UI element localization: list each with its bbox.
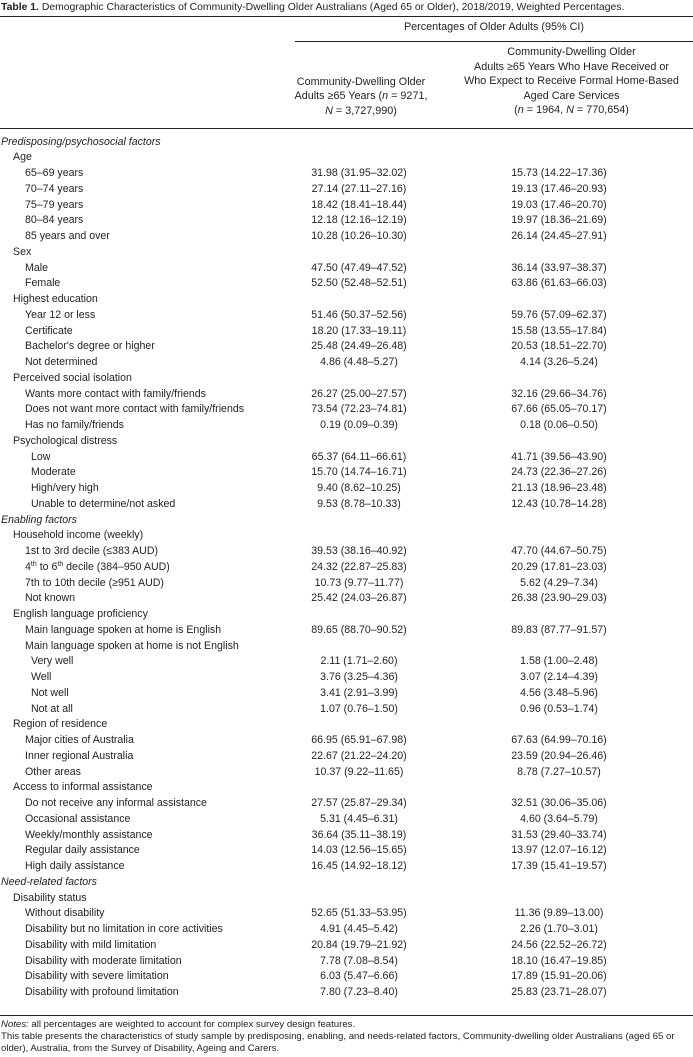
table-row xyxy=(0,985,693,1001)
cell-home-care-recipients: 18.10 (16.47–19.85) xyxy=(511,954,607,967)
cell-home-care-recipients: 23.59 (20.94–26.46) xyxy=(511,749,607,762)
cell-home-care-recipients: 59.76 (57.09–62.37) xyxy=(511,308,607,321)
cell-all-older-adults: 2.11 (1.71–2.60) xyxy=(320,655,398,668)
section-header-row xyxy=(0,513,693,529)
row-label: Regular daily assistance xyxy=(25,844,140,857)
row-label: Perceived social isolation xyxy=(13,371,132,384)
row-label: 7th to 10th decile (≥951 AUD) xyxy=(25,576,164,589)
row-label: Unable to determine/not asked xyxy=(31,497,176,510)
cell-all-older-adults: 73.54 (72.23–74.81) xyxy=(311,403,407,416)
row-label: Need-related factors xyxy=(1,875,97,888)
row-label: Other areas xyxy=(25,765,81,778)
row-label: 80–84 years xyxy=(25,214,84,227)
table-row xyxy=(0,481,693,497)
table-row xyxy=(0,387,693,403)
cell-all-older-adults: 5.31 (4.45–6.31) xyxy=(320,812,398,825)
table-row xyxy=(0,765,693,781)
header-col2-line: (n = 1964, N = 770,654) xyxy=(514,104,629,117)
row-label: Enabling factors xyxy=(1,513,77,526)
table-row xyxy=(0,261,693,277)
cell-all-older-adults: 16.45 (14.92–18.12) xyxy=(311,860,407,872)
row-label: Main language spoken at home is English xyxy=(25,623,222,636)
category-row xyxy=(0,245,693,261)
row-label: Occasional assistance xyxy=(25,812,131,825)
cell-all-older-adults: 0.19 (0.09–0.39) xyxy=(320,419,398,431)
row-label: 70–74 years xyxy=(25,182,84,195)
category-row xyxy=(0,780,693,796)
cell-home-care-recipients: 47.70 (44.67–50.75) xyxy=(511,545,607,557)
row-label: Wants more contact with family/friends xyxy=(25,387,206,400)
notes-line-3: older), Australia, from the Survey of Disability, Ageing and Carers. xyxy=(1,1043,280,1055)
cell-all-older-adults: 66.95 (65.91–67.98) xyxy=(311,734,407,746)
cell-home-care-recipients: 41.71 (39.56–43.90) xyxy=(511,450,607,463)
cell-home-care-recipients: 21.13 (18.96–23.48) xyxy=(511,482,607,494)
row-label: Bachelor's degree or higher xyxy=(25,340,155,353)
cell-all-older-adults: 24.32 (22.87–25.83) xyxy=(311,560,407,573)
row-label: Household income (weekly) xyxy=(13,529,144,542)
table-notes xyxy=(1,1019,693,1056)
row-label: 1st to 3rd decile (≤383 AUD) xyxy=(25,545,159,557)
table-row xyxy=(0,906,693,922)
row-label: Weekly/monthly assistance xyxy=(25,828,153,841)
cell-home-care-recipients: 25.83 (23.71–28.07) xyxy=(511,986,607,998)
cell-home-care-recipients: 4.60 (3.64–5.79) xyxy=(520,812,598,825)
cell-home-care-recipients: 19.97 (18.36–21.69) xyxy=(511,214,607,227)
spanner-rule xyxy=(295,41,693,42)
cell-home-care-recipients: 8.78 (7.27–10.57) xyxy=(517,765,601,778)
cell-all-older-adults: 9.40 (8.62–10.25) xyxy=(317,482,401,494)
cell-all-older-adults: 25.42 (24.03–26.87) xyxy=(311,592,407,605)
cell-home-care-recipients: 32.51 (30.06–35.06) xyxy=(511,797,607,809)
cell-all-older-adults: 22.67 (21.22–24.20) xyxy=(311,749,407,762)
cell-home-care-recipients: 20.53 (18.51–22.70) xyxy=(511,340,607,353)
cell-all-older-adults: 10.73 (9.77–11.77) xyxy=(314,576,404,589)
table-row xyxy=(0,843,693,859)
row-label: Psychological distress xyxy=(13,434,118,447)
table-row xyxy=(0,686,693,702)
cell-home-care-recipients: 17.39 (15.41–19.57) xyxy=(511,860,607,872)
table-row xyxy=(0,213,693,229)
cell-home-care-recipients: 2.26 (1.70–3.01) xyxy=(520,923,598,935)
row-label: Low xyxy=(31,450,51,463)
cell-all-older-adults: 7.78 (7.08–8.54) xyxy=(320,954,398,967)
row-label: Disability with severe limitation xyxy=(25,970,169,983)
table-row xyxy=(0,576,693,592)
notes-line-2: This table presents the characteristics of study sample by predisposing, enabling, and needs-related factors, Community-dwelling older Australians (aged 65 or xyxy=(1,1031,675,1043)
row-label: Disability with profound limitation xyxy=(25,986,179,998)
category-row xyxy=(0,891,693,907)
cell-home-care-recipients: 67.66 (65.05–70.17) xyxy=(511,403,607,416)
table-body xyxy=(0,135,693,1001)
row-label: Region of residence xyxy=(13,718,108,731)
cell-all-older-adults: 18.20 (17.33–19.11) xyxy=(311,324,407,337)
category-row xyxy=(0,434,693,450)
cell-home-care-recipients: 24.56 (22.52–26.72) xyxy=(511,938,607,951)
table-row xyxy=(0,654,693,670)
table-row xyxy=(0,639,693,655)
category-row xyxy=(0,607,693,623)
cell-all-older-adults: 10.28 (10.26–10.30) xyxy=(311,230,407,242)
table-row xyxy=(0,198,693,214)
table-row xyxy=(0,402,693,418)
header-spanner: Percentages of Older Adults (95% CI) xyxy=(403,21,585,33)
cell-all-older-adults: 3.41 (2.91–3.99) xyxy=(320,686,398,699)
cell-home-care-recipients: 4.56 (3.48–5.96) xyxy=(520,686,598,699)
header-col1 xyxy=(285,75,437,119)
notes-line-1: all percentages are weighted to account for complex survey design features. xyxy=(31,1019,356,1030)
cell-all-older-adults: 36.64 (35.11–38.19) xyxy=(311,828,407,841)
cell-all-older-adults: 27.14 (27.11–27.16) xyxy=(311,182,407,195)
row-label: Access to informal assistance xyxy=(13,781,153,794)
table-row xyxy=(0,229,693,245)
table-caption-text: Demographic Characteristics of Community-Dwelling Older Australians (Aged 65 or Older), 2018/2019, Weighted Percentages. xyxy=(41,2,625,13)
row-label: Major cities of Australia xyxy=(25,734,134,746)
cell-all-older-adults: 9.53 (8.78–10.33) xyxy=(317,497,401,510)
table-row xyxy=(0,749,693,765)
section-header-row xyxy=(0,875,693,891)
cell-home-care-recipients: 63.86 (61.63–66.03) xyxy=(511,277,607,290)
cell-home-care-recipients: 19.03 (17.46–20.70) xyxy=(511,198,607,211)
cell-all-older-adults: 14.03 (12.56–15.65) xyxy=(311,844,407,857)
cell-home-care-recipients: 31.53 (29.40–33.74) xyxy=(511,828,607,841)
row-label: Disability with moderate limitation xyxy=(25,954,182,967)
header-col2-line: Aged Care Services xyxy=(523,89,620,102)
table-row xyxy=(0,623,693,639)
row-label: English language proficiency xyxy=(13,608,148,620)
row-label: Disability but no limitation in core activities xyxy=(25,923,223,935)
table-row xyxy=(0,166,693,182)
table-row xyxy=(0,591,693,607)
cell-all-older-adults: 52.50 (52.48–52.51) xyxy=(311,277,407,290)
cell-all-older-adults: 4.91 (4.45–5.42) xyxy=(320,923,398,935)
row-label: Inner regional Australia xyxy=(25,749,134,762)
cell-all-older-adults: 26.27 (25.00–27.57) xyxy=(311,387,407,400)
table-caption xyxy=(1,1,693,14)
table-row xyxy=(0,497,693,513)
cell-home-care-recipients: 1.58 (1.00–2.48) xyxy=(520,655,598,668)
table-row xyxy=(0,954,693,970)
row-label: Age xyxy=(13,151,32,164)
header-col1-line: Community-Dwelling Older xyxy=(296,75,426,88)
cell-all-older-adults: 7.80 (7.23–8.40) xyxy=(320,986,398,998)
row-label: Not well xyxy=(31,686,69,699)
row-label: Disability status xyxy=(13,891,87,904)
header-col1-line: N = 3,727,990) xyxy=(325,104,397,117)
row-label: Very well xyxy=(31,655,74,668)
row-label: Male xyxy=(25,261,48,274)
header-col1-line: Adults ≥65 Years (n = 9271, xyxy=(294,90,428,103)
cell-all-older-adults: 20.84 (19.79–21.92) xyxy=(311,938,407,951)
cell-all-older-adults: 65.37 (64.11–66.61) xyxy=(311,450,407,463)
cell-all-older-adults: 89.65 (88.70–90.52) xyxy=(311,623,407,636)
cell-all-older-adults: 18.42 (18.41–18.44) xyxy=(311,198,407,211)
cell-all-older-adults: 4.86 (4.48–5.27) xyxy=(320,356,398,368)
cell-home-care-recipients: 26.38 (23.90–29.03) xyxy=(511,592,607,605)
row-label: Does not want more contact with family/friends xyxy=(25,403,245,416)
cell-home-care-recipients: 24.73 (22.36–27.26) xyxy=(511,466,607,479)
cell-home-care-recipients: 0.18 (0.06–0.50) xyxy=(520,419,598,431)
table-row xyxy=(0,465,693,481)
row-label: Do not receive any informal assistance xyxy=(25,797,207,809)
cell-all-older-adults: 27.57 (25.87–29.34) xyxy=(311,797,407,809)
cell-home-care-recipients: 12.43 (10.78–14.28) xyxy=(511,497,607,510)
row-label: Female xyxy=(25,277,61,290)
table-row xyxy=(0,339,693,355)
category-row xyxy=(0,528,693,544)
row-label: 85 years and over xyxy=(25,230,110,242)
cell-home-care-recipients: 5.62 (4.29–7.34) xyxy=(520,576,598,589)
row-label: 65–69 years xyxy=(25,167,84,179)
row-label: Certificate xyxy=(25,324,73,337)
cell-home-care-recipients: 0.96 (0.53–1.74) xyxy=(520,702,598,715)
header-rule xyxy=(0,128,693,129)
table-row xyxy=(0,796,693,812)
cell-home-care-recipients: 36.14 (33.97–38.37) xyxy=(511,261,607,274)
notes-label: Notes: xyxy=(1,1019,29,1030)
table-row xyxy=(0,969,693,985)
table-row xyxy=(0,450,693,466)
category-row xyxy=(0,371,693,387)
cell-home-care-recipients: 15.58 (13.55–17.84) xyxy=(511,324,607,337)
header-col2-line: Who Expect to Receive Formal Home-Based xyxy=(464,75,679,88)
cell-all-older-adults: 52.65 (51.33–53.95) xyxy=(311,907,407,920)
row-label: Moderate xyxy=(31,466,76,479)
cell-all-older-adults: 31.98 (31.95–32.02) xyxy=(311,167,407,179)
row-label: Without disability xyxy=(25,907,105,920)
header-col2 xyxy=(450,45,693,118)
cell-all-older-adults: 39.53 (38.16–40.92) xyxy=(311,545,407,557)
table-row xyxy=(0,324,693,340)
cell-home-care-recipients: 17.89 (15.91–20.06) xyxy=(511,970,607,983)
table-row xyxy=(0,922,693,938)
row-label: Sex xyxy=(13,245,32,258)
cell-all-older-adults: 12.18 (12.16–12.19) xyxy=(311,214,407,227)
row-label: High/very high xyxy=(31,482,99,494)
top-rule xyxy=(0,16,693,17)
category-row xyxy=(0,292,693,308)
cell-all-older-adults: 6.03 (5.47–6.66) xyxy=(320,970,398,983)
cell-home-care-recipients: 67.63 (64.99–70.16) xyxy=(511,734,607,746)
bottom-rule xyxy=(0,1015,693,1016)
table-row xyxy=(0,938,693,954)
cell-home-care-recipients: 26.14 (24.45–27.91) xyxy=(511,230,607,242)
cell-all-older-adults: 1.07 (0.76–1.50) xyxy=(320,702,398,715)
cell-all-older-adults: 47.50 (47.49–47.52) xyxy=(311,261,407,274)
table-row xyxy=(0,355,693,371)
row-label: Well xyxy=(31,671,52,683)
table-row xyxy=(0,812,693,828)
cell-home-care-recipients: 3.07 (2.14–4.39) xyxy=(520,671,598,683)
row-label: Predisposing/psychosocial factors xyxy=(1,135,161,148)
category-row xyxy=(0,150,693,166)
table-row xyxy=(0,828,693,844)
cell-home-care-recipients: 15.73 (14.22–17.36) xyxy=(511,167,607,179)
section-header-row xyxy=(0,135,693,151)
category-row xyxy=(0,717,693,733)
table-row xyxy=(0,418,693,434)
table-row xyxy=(0,544,693,560)
table-row xyxy=(0,670,693,686)
cell-all-older-adults: 10.37 (9.22–11.65) xyxy=(314,765,404,778)
row-label: High daily assistance xyxy=(25,860,125,872)
cell-all-older-adults: 51.46 (50.37–52.56) xyxy=(311,308,407,321)
cell-home-care-recipients: 20.29 (17.81–23.03) xyxy=(511,560,607,573)
cell-all-older-adults: 15.70 (14.74–16.71) xyxy=(311,466,407,479)
row-label: Not at all xyxy=(31,702,73,715)
cell-home-care-recipients: 89.83 (87.77–91.57) xyxy=(511,623,607,636)
row-label: 75–79 years xyxy=(25,198,84,211)
header-col2-line: Community-Dwelling Older xyxy=(507,46,636,58)
table-row xyxy=(0,308,693,324)
table-row xyxy=(0,733,693,749)
row-label: 4th to 6th decile (384–950 AUD) xyxy=(25,560,170,573)
table-row xyxy=(0,859,693,875)
table-row xyxy=(0,702,693,718)
cell-home-care-recipients: 11.36 (9.89–13.00) xyxy=(514,907,604,920)
table-row xyxy=(0,276,693,292)
row-label: Main language spoken at home is not English xyxy=(25,639,239,652)
row-label: Highest education xyxy=(13,293,98,305)
row-label: Year 12 or less xyxy=(25,308,96,321)
cell-home-care-recipients: 4.14 (3.26–5.24) xyxy=(520,356,598,368)
cell-home-care-recipients: 32.16 (29.66–34.76) xyxy=(511,387,607,400)
row-label: Disability with mild limitation xyxy=(25,938,157,951)
table-caption-label: Table 1. xyxy=(1,2,39,13)
table-row xyxy=(0,182,693,198)
cell-home-care-recipients: 19.13 (17.46–20.93) xyxy=(511,182,607,195)
row-label: Has no family/friends xyxy=(25,419,124,431)
cell-home-care-recipients: 13.97 (12.07–16.12) xyxy=(511,844,607,857)
row-label: Not known xyxy=(25,592,76,605)
cell-all-older-adults: 3.76 (3.25–4.36) xyxy=(320,671,398,683)
cell-all-older-adults: 25.48 (24.49–26.48) xyxy=(311,340,407,353)
row-label: Not determined xyxy=(25,356,98,368)
table-row xyxy=(0,560,693,576)
header-col2-line: Adults ≥65 Years Who Have Received or xyxy=(474,60,669,73)
